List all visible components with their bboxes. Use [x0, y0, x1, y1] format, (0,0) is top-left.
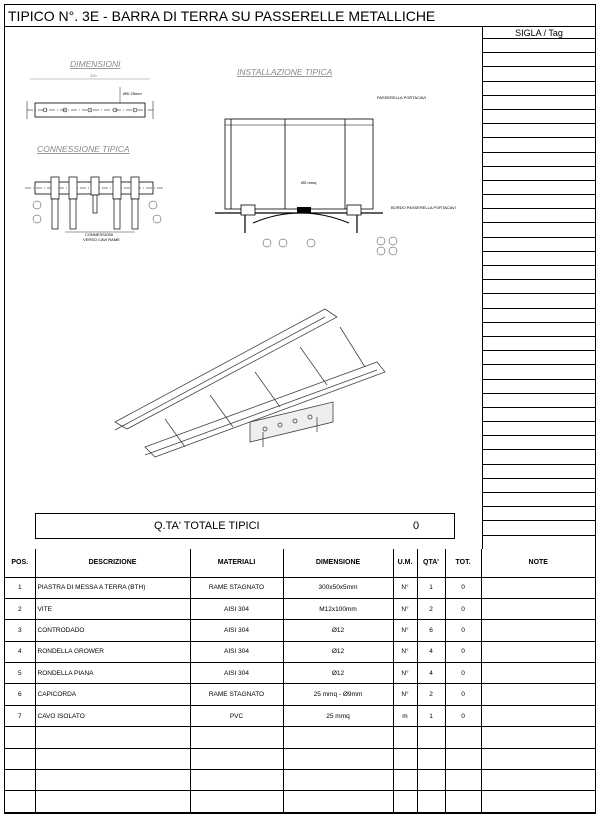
- table-row: [5, 598, 595, 619]
- table-cell: [445, 748, 481, 769]
- table-cell: 1: [5, 577, 35, 598]
- sigla-column: [483, 27, 595, 549]
- table-cell: M12x100mm: [283, 598, 393, 619]
- column-header: DESCRIZIONE: [35, 549, 190, 577]
- table-cell: 25 mmq - Ø9mm: [283, 684, 393, 705]
- sigla-row: [483, 138, 595, 152]
- table-cell: 0: [445, 620, 481, 641]
- table-cell: [5, 727, 35, 748]
- table-cell: [283, 770, 393, 791]
- sigla-row: [483, 67, 595, 81]
- sigla-row: [483, 450, 595, 464]
- table-cell: RONDELLA PIANA: [35, 663, 190, 684]
- table-cell: [445, 791, 481, 812]
- table-cell: [417, 748, 445, 769]
- sigla-row: [483, 521, 595, 535]
- sigla-row: [483, 223, 595, 237]
- sigla-row: [483, 266, 595, 280]
- install-note-1: PASSERELLA PORTACAVI: [377, 95, 427, 100]
- table-cell: [35, 748, 190, 769]
- table-cell: AISI 304: [190, 641, 283, 662]
- table-cell: N°: [393, 641, 417, 662]
- table-cell: [393, 791, 417, 812]
- installazione-label: INSTALLAZIONE TIPICA: [237, 67, 333, 77]
- table-cell: [481, 641, 595, 662]
- total-value: 0: [413, 520, 420, 532]
- table-cell: 0: [445, 641, 481, 662]
- table-cell: [481, 770, 595, 791]
- sigla-row: [483, 337, 595, 351]
- sigla-row: [483, 380, 595, 394]
- table-cell: [417, 727, 445, 748]
- table-cell: [283, 748, 393, 769]
- table-cell: 6: [5, 684, 35, 705]
- sigla-row: [483, 479, 595, 493]
- table-cell: m: [393, 705, 417, 726]
- parts-table: [5, 549, 595, 813]
- total-tipici-box: [35, 513, 455, 539]
- table-cell: N°: [393, 684, 417, 705]
- sigla-row: [483, 507, 595, 521]
- sigla-row: [483, 39, 595, 53]
- sigla-row: [483, 167, 595, 181]
- table-cell: [393, 770, 417, 791]
- table-cell: 0: [445, 705, 481, 726]
- connection-caption-1: CONNESSIONI: [85, 232, 114, 237]
- table-cell: [393, 727, 417, 748]
- table-cell: 4: [417, 641, 445, 662]
- table-cell: 0: [445, 663, 481, 684]
- table-cell: [481, 727, 595, 748]
- sigla-row: [483, 294, 595, 308]
- sigla-row: [483, 351, 595, 365]
- sigla-header: SIGLA / Tag: [483, 27, 595, 39]
- connessione-label: CONNESSIONE TIPICA: [37, 144, 130, 154]
- dimensioni-label: DIMENSIONI: [70, 59, 121, 69]
- dim-ones-label: Ø9/ 25mm: [123, 91, 142, 96]
- table-cell: [5, 770, 35, 791]
- table-cell: N°: [393, 577, 417, 598]
- table-cell: [35, 727, 190, 748]
- table-cell: [481, 598, 595, 619]
- table-cell: AISI 304: [190, 663, 283, 684]
- table-cell: 2: [417, 598, 445, 619]
- install-note-3: Ø5 mmq: [301, 180, 317, 185]
- table-cell: PIASTRA DI MESSA A TERRA (BTH): [35, 577, 190, 598]
- sigla-row: [483, 323, 595, 337]
- sigla-row: [483, 422, 595, 436]
- connection-caption-2: VERSO CAVI RAME: [83, 237, 120, 242]
- table-cell: AISI 304: [190, 598, 283, 619]
- column-header: NOTE: [481, 549, 595, 577]
- column-header: U.M.: [393, 549, 417, 577]
- table-cell: N°: [393, 598, 417, 619]
- cable-tray-section: [225, 119, 373, 209]
- technical-drawing: [5, 27, 483, 549]
- table-cell: [393, 748, 417, 769]
- sigla-row: [483, 309, 595, 323]
- table-cell: [5, 748, 35, 769]
- table-cell: [190, 791, 283, 812]
- table-cell: [445, 770, 481, 791]
- table-row: [5, 620, 595, 641]
- sigla-row: [483, 53, 595, 67]
- table-cell: [190, 748, 283, 769]
- table-cell: [481, 748, 595, 769]
- table-cell: 1: [417, 577, 445, 598]
- install-balloons: [263, 237, 397, 255]
- sigla-row: [483, 493, 595, 507]
- table-cell: [35, 770, 190, 791]
- table-cell: N°: [393, 663, 417, 684]
- table-cell: 0: [445, 684, 481, 705]
- column-header: QTA': [417, 549, 445, 577]
- sigla-row: [483, 181, 595, 195]
- sigla-row: [483, 209, 595, 223]
- table-cell: 4: [417, 663, 445, 684]
- table-cell: [481, 705, 595, 726]
- table-cell: [417, 791, 445, 812]
- sigla-row: [483, 96, 595, 110]
- drawing-area: [5, 27, 483, 549]
- table-cell: 0: [445, 577, 481, 598]
- table-cell: [283, 791, 393, 812]
- sheet-title: TIPICO N°. 3E - BARRA DI TERRA SU PASSERELLE METALLICHE: [5, 5, 595, 27]
- table-cell: [481, 663, 595, 684]
- install-note-2: BORDO PASSERELLA PORTACAVI: [391, 205, 456, 210]
- table-cell: [35, 791, 190, 812]
- sigla-row: [483, 436, 595, 450]
- column-header: TOT.: [445, 549, 481, 577]
- sigla-row: [483, 394, 595, 408]
- sigla-row: [483, 252, 595, 266]
- table-row: [5, 684, 595, 705]
- table-cell: RAME STAGNATO: [190, 577, 283, 598]
- sigla-row: [483, 153, 595, 167]
- table-cell: [481, 791, 595, 812]
- table-cell: 1: [417, 705, 445, 726]
- table-cell: 4: [5, 641, 35, 662]
- table-cell: AISI 304: [190, 620, 283, 641]
- table-row: [5, 577, 595, 598]
- table-row: [5, 727, 595, 748]
- table-cell: 5: [5, 663, 35, 684]
- table-cell: 6: [417, 620, 445, 641]
- column-header: POS.: [5, 549, 35, 577]
- table-cell: [283, 727, 393, 748]
- table-row: [5, 641, 595, 662]
- table-cell: CAVO ISOLATO: [35, 705, 190, 726]
- sigla-row: [483, 124, 595, 138]
- table-cell: 300x50x5mm: [283, 577, 393, 598]
- table-cell: N°: [393, 620, 417, 641]
- table-row: [5, 770, 595, 791]
- sigla-row: [483, 110, 595, 124]
- table-cell: 25 mmq: [283, 705, 393, 726]
- table-cell: CAPICORDA: [35, 684, 190, 705]
- table-cell: 7: [5, 705, 35, 726]
- table-row: [5, 663, 595, 684]
- sigla-row: [483, 365, 595, 379]
- table-cell: 0: [445, 598, 481, 619]
- table-cell: [190, 727, 283, 748]
- table-cell: [481, 577, 595, 598]
- table-cell: [417, 770, 445, 791]
- table-cell: [481, 684, 595, 705]
- dim-300-label: 300: [90, 73, 97, 78]
- table-row: [5, 791, 595, 812]
- table-cell: Ø12: [283, 663, 393, 684]
- table-cell: VITE: [35, 598, 190, 619]
- table-cell: [481, 620, 595, 641]
- table-cell: 2: [5, 598, 35, 619]
- table-cell: 3: [5, 620, 35, 641]
- isometric-cable-tray: [115, 309, 385, 457]
- sigla-row: [483, 82, 595, 96]
- column-header: MATERIALI: [190, 549, 283, 577]
- sigla-row: [483, 195, 595, 209]
- total-label: Q.TA' TOTALE TIPICI: [154, 520, 260, 532]
- table-cell: RAME STAGNATO: [190, 684, 283, 705]
- table-row: [5, 748, 595, 769]
- table-cell: Ø12: [283, 641, 393, 662]
- table-row: [5, 705, 595, 726]
- table-cell: [5, 791, 35, 812]
- sigla-row: [483, 465, 595, 479]
- column-header: DIMENSIONE: [283, 549, 393, 577]
- table-cell: Ø12: [283, 620, 393, 641]
- sigla-row: [483, 408, 595, 422]
- sigla-row: [483, 238, 595, 252]
- sigla-row: [483, 280, 595, 294]
- table-cell: PVC: [190, 705, 283, 726]
- table-cell: CONTRODADO: [35, 620, 190, 641]
- table-cell: [445, 727, 481, 748]
- table-cell: 2: [417, 684, 445, 705]
- table-cell: RONDELLA GROWER: [35, 641, 190, 662]
- table-cell: [190, 770, 283, 791]
- drawing-sheet: [4, 4, 596, 814]
